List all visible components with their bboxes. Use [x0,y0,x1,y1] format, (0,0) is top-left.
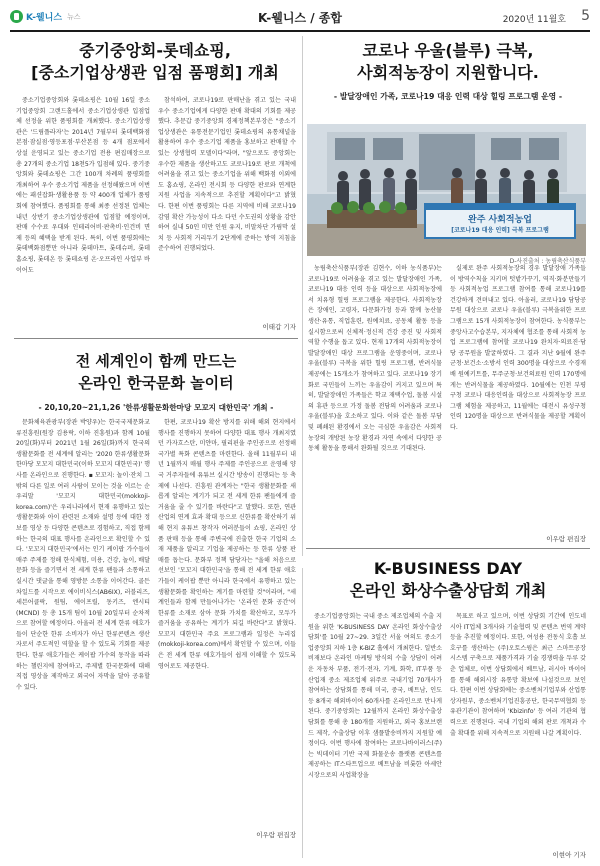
article1-text2: 참석하여, 코로나19로 판매난을 겪고 있는 국내 우수 중소기업에게 다양한 판매 확대의 기회를 제공했다. 추문갑 중기중앙회 경제정책본부장은 "중소기업상생관은 유통전문기업인 롯데쇼핑의 유통채널을 활용하여 우수 중소기업 제품을 홍보하고 판매할 수 있는 상생협력 모델이다"라며, "앞으로도 중앙회는우수한 제품을 생산하고도 코로나19로 판로 개척에 어려움을 겪고 있는 중소기업을 위해 백화점 이외에도 홈쇼핑, 온라인 전시회 등 다양한 판로와 연계한 지원 사업을 지속적으로 추진할 계획이다"고 밝혔다. 한편 이번 품평회는 다른 지역에 비해 코로나19 감염 확산 가능성이 다소 다던 수도권의 상황을 감안하여 실내 50인 미만 인원 유지, 비말차단 가림막 설치 등 사회적 거리두기 2단계에 준하는 방역 지침을 준수하여 진행되었다. [158,97,296,253]
article2-col1 [308,264,442,554]
article1-text1: 중소기업중앙회와 롯데쇼핑은 10월 16일 중소기업중앙회 그랜드홀에서 중소기업상생관 입점업체 선정을 위한 품평회를 개최했다. 중소기업상생관은 '드림플라자'는 2014년 7월부터 롯데백화점 본점·잠실점·영등포점·부산본점 등 4개 점포에서 상설 운영되고 있는 중소기업 전용 편집매장으로 총 27개의 중소기업 18천5가 입점해 있다. 중기중앙회와 롯데쇼핑은 그간 100개 차례의 품평회를 개최하여 우수 중소기업 제품을 선정해왔으며 이번에는 패션잡화·생활용품 등 약 400개 업체가 품평회에 참여했다. 품평회를 통해 최종 선정된 업체는 내년 상반기 중소기업상생관에 입점할 예정이며, 판매 수수료 우대와 인테리어비·판촉비·인건비 면제 등의 혜택을 받게 된다. 특히, 이번 품평회에는 롯데백화점뿐만 아니라 롯데마트, 롯데슈퍼, 롯데홈쇼핑, 롯데온 등 롯데쇼핑 온·오프라인 사업부 바이어도 [16,97,150,274]
page-number: 5 [581,8,590,24]
article2-title [306,40,590,84]
article3-col2 [158,418,296,824]
article1-title-line2: [중소기업상생관 입점 품평회] 개최 [31,63,279,82]
section-title: K-웰니스 / 종합 [258,11,342,25]
article1-col1 [16,96,150,328]
article2-photo [307,124,586,256]
logo-text: K-웰니스 [26,13,63,23]
article2-title-line2: 사회적농장이 지원합니다. [357,63,539,82]
group-photo-image [307,124,586,256]
photo-banner-line2: [코로나19 대응 인력] 극복 프로그램 [451,227,549,234]
article1-byline: 이태갑 기자 [262,323,296,331]
article1-title-line1: 중기중앙회-롯데쇼핑, [79,41,231,60]
column-divider [302,36,303,556]
article2-text1: 농림축산식품부(장관 김현수, 이하 농식품부)는 코로나19로 어려움을 겪고 있는 발달장애인 가족, 코로나19 대응 인력 등을 대상으로 사회적농장에서 치유형 힐링 프로그램을 제공한다. 사회적농장은 장애인, 고령자, 다문화가정 등과 함께 농산물 생산·유통, 직업훈련, 원예치료, 공동체 활동 등을 실시함으로써 신체적·정신적 건강 증진 및 사회적 역할 수행을 돕고 있다. 현재 17개의 사회적농장이 발달장애인 대상 프로그램을 운영중이며, 코로나 우울(블루) 극복을 위한 힐링 프로그램, 반려식물 제공에는 15개소가 참여하고 있다. 코로나19 장기화로 국민들이 느끼는 우울감이 커지고 있으며 특히, 발달장애인 가족들은 학교 재택수업, 돌봄 시설의 휴관 등으로 가정 돌봄 전담의 어려움과 코로나 우울(블루)을 호소하고 있다. 이와 같은 돌봄 부담 및 폐쇄된 환경에서 오는 극심한 우울감은 사회적농장의 개방된 농장 환경과 자연 속에서 다양한 공동체 활동을 통해서 완화될 것으로 기대된다. [308,265,442,453]
article4-text1: 중소기업중앙회는 국내 중소 제조업체의 수출 지원을 위한 'K-BUSINESS DAY 온라인 화상수출상담회'를 10월 27~29. 3일간 서울 여의도 중소기업중앙회 지하 1층 K-BIZ 홀에서 개최한다. 일반소비재보다 온라인 마케팅 방식의 수출 상담이 어려운 자동차 부품, 전기·전자, 기계, 화학, IT부품 등 산업재 중소 제조업체 위주로 국내기업 70개사가 참여하는 상담회를 통해 미국, 중국, 베트남, 인도 등 8개국 해외바이어 60개사를 온라인으로 만나게 된다. 중기중앙회는 12월까지 온라인 화상수출상담회를 통해 총 180개를 지원하고, 외국 홍보브랜드 제작, 수출상담 이후 샘플발송비까지 지원할 예정이다. 이번 행사에 참여하는 코로나바이러스(주)는 빅데이터 기반 국제 화물운송 플랫폼 콘텐츠를 제공하는 IT스타트업으로 베트남을 비롯한 아세안 시장으로의 사업확장을 [308,613,442,779]
article2-text2: 실제로 완주 사회적농장의 경우 발달장애 가족들이 방역수칙을 지키며 텃밭가꾸기, 역직·화분만들기 등 사회적농업 프로그램 참여를 통해 코로나19를 건강하게 견뎌내고 있다. 아울러, 코로나19 담당공무원 대상으로 코로나 우울(블루) 극복을위한 프로그램으로 15개 사회적농장이 참여한다. 농식품부는 중앙사고수습본부, 지자체에 협조를 통해 사회적 농업 프로그램에 참여할 코로나19 완치자·의료진·담당 공무원을 발굴하였다. 그 결과 지난 9월에 완주군청·보건소·소방서 인력 300명을 대상으로 수경재배 원예키트를, 무주군청·보건의료원 인력 170명에게는 반려식물을 제공하였다. 10월에는 인천 부평구청 코로나 대응인력을 대상으로 사회적농장 프로그램 체험을 제공하고, 11월에는 대전시 유성구청 인력 120명을 대상으로 반려식물을 제공할 계획이다. [450,265,586,431]
article1-col2 [158,96,296,318]
article2-byline: 이우람 편집장 [546,535,586,543]
page-header [0,0,600,36]
article3-title [14,350,298,394]
article2-subtitle: - 발달장애인 가족, 코로나19 대응 인력 대상 힐링 프로그램 운영 - [333,92,563,101]
article3-title-line2: 온라인 한국문화 놀이터 [78,374,234,392]
section-divider-1 [14,338,298,339]
section-divider-2 [306,548,590,549]
article2-title-line1: 코로나 우울(블루) 극복, [362,41,534,60]
photo-banner-line1: 완주 사회적농업 [468,215,532,225]
article4-text2: 목표로 하고 있으며, 이번 상담회 기간에 인도네시아 IT업체 3개사와 기술협력 및 콘텐츠 번역 계약 등을 추진할 예정이다. 또한, 여성용 전동식 호흡 보호구를 생산하는 (주)오토스윙은 최근 스마트공장 시스템 구축으로 제품가격과 기술 경쟁력을 두루 갖춘 업체로, 이번 상담회에서 베트남, 러시아 바이어를 통해 해외시장 유통망 확보에 나설것으로 보인다. 한편 이번 상담회에는 중소벤처기업부와 산업통상자원부, 중소벤처기업진흥공단, 한국무역협회 등 유관기관이 참여하며 'Kbizinfo' 등 여러 기관의 협력으로 진행된다. 국내 기업의 해외 판로 개척과 수출 확대를 위해 지속적으로 지원해 나갈 계획이다. [450,613,586,737]
article3-col1 [16,418,150,858]
article4-col1 [308,612,442,858]
article3-text1: 문화체육관광부(장관 박양우)는 한국국제문화교류진흥원(원장 김용락, 이하 진흥원)과 함께 10월 20일(화)부터 2021년 1월 26일(화)까지 한국의 생활문화를 전 세계에 알리는 '2020 한류생활문화한마당 모꼬지 대한민국(이하 모꼬지 대한민국)' 행사를 온라인으로 진행한다. ▪ 모꼬지: 놀이·잔치 그 밖의 다른 일로 여러 사람이 모이는 것을 이르는 순우리말 '모꼬지 대한민국(mokkoji-korea.com)'은 우리나라에서 현재 유행하고 있는 생활문화와 아이 관련된 소재와 설명 등에 대한 정보를 영상 등 다양한 콘텐츠로 경험하고, 직접 함께 하는 한국의 대표 행사를 온라인으로 확인할 수 있다. '모꼬지 대한민국'에서는 인기 케이팝 가수들이 매주 주제를 정해 한식체험, 미용, 건강, 놀이, 배달문화 등을 즐기면서 전 세계 한류 팬들과 소통하고 실시간 댓글을 통해 영방문 소통을 이어간다. 골든차일드를 시작으로 에이비식스(AB6IX), 러블리즈, 세븐어클락, 원팀, 에이프릴, 동키즈, 엔시티(MCND) 등 총 15개 팀이 10월 20일부터 순차적으로 참여할 예정이다. 아울러 전 세계 한류 애호가들이 단순한 한류 소비자가 아닌 한류콘텐츠 생산자로서 주도적인 역할을 할 수 있도록 기회를 제공한다. 한류 애호가들은 케이팝 가수의 동작을 따라 하는 챌린지에 참여하고, 주제별 한국문화에 대해 직접 영상을 제작하고 외국어 자막을 달아 공유할 수 있다. [16,419,150,691]
article3-text2: 한편, 코로나19 확산 방지를 위해 해외 현지에서 행사를 진행하지 못하여 다양한 대표 행사 개최지였던 카자흐스탄, 미얀마, 필리핀을 주인공으로 선정해 국가별 특화 콘텐츠를 마련한다. 올해 11월부터 내년 1월까지 매월 행사 주제를 주인공으로 운영해 양국 거주자들에 유튜브 실시간 방송이 진행되는 등 축제에 나선다. 진흥원 관계자는 "한국 생활문화를 새롭게 알리는 계기가 되고 전 세계 한류 팬들에게 즐거움을 줄 수 있기를 바란다"고 말했다. 또한, 연관 산업의 연계 효과 확대 등으로 신한류를 확산하기 위해 현지 유튜브 창작자 여러분들이 쇼핑, 온라인 상품 판매 등을 통해 주변국에 진출한 한국 기업의 소재 제품을 알리고 기업을 제공하는 등 한류 상품 판매를 돕는다. 문화부 정책 담당자는 "올해 처음으로 선보인 '모꼬지 대한민국'을 통해 전 세계 한류 애호가들이 케이팝 뿐만 아니라 한국에서 유행하고 있는 생활문화를 확인하는 계기를 마련할 것"이라며, "세계인들과 함께 만들어나가는 '온라인 문화 공간'이 한류를 소재로 삼아 문화 가치를 확산하고, 모두가 즐거움을 공유하는 계기가 되길 바란다"고 밝혔다. 모꼬지 대한민국 주요 프로그램과 일정은 누리집(mokkoji-korea.com)에서 확인할 수 있으며, 이들은 전 세계 한류 애호가들이 쉽게 이해할 수 있도록 영어로도 제공한다. [158,419,296,670]
photo-credit: D-사진출처 : 농림축산식품부 [509,258,586,265]
header-rule [10,30,590,32]
article2-col2 [450,264,586,532]
column-divider-lower [302,568,303,858]
article3-title-line1: 전 세계인이 함께 만드는 [75,352,237,370]
article4-col2 [450,612,586,848]
article4-byline: 이현아 기자 [552,851,586,859]
article4-title-line2: 온라인 화상수출상담회 개최 [349,581,547,600]
article4-title-line1: K-BUSINESS DAY [373,559,523,578]
logo-subtext: 뉴스 [67,12,81,21]
article4-title [306,558,590,602]
article3-subtitle: - 20,10,20~21,1,26 '한류생활문화한마당 모꼬지 대한민국' 개최 - [38,403,274,412]
article3-byline: 이우람 편집장 [256,831,296,839]
issue-date: 2020년 11월호 [502,15,566,25]
article1-title [14,40,296,84]
